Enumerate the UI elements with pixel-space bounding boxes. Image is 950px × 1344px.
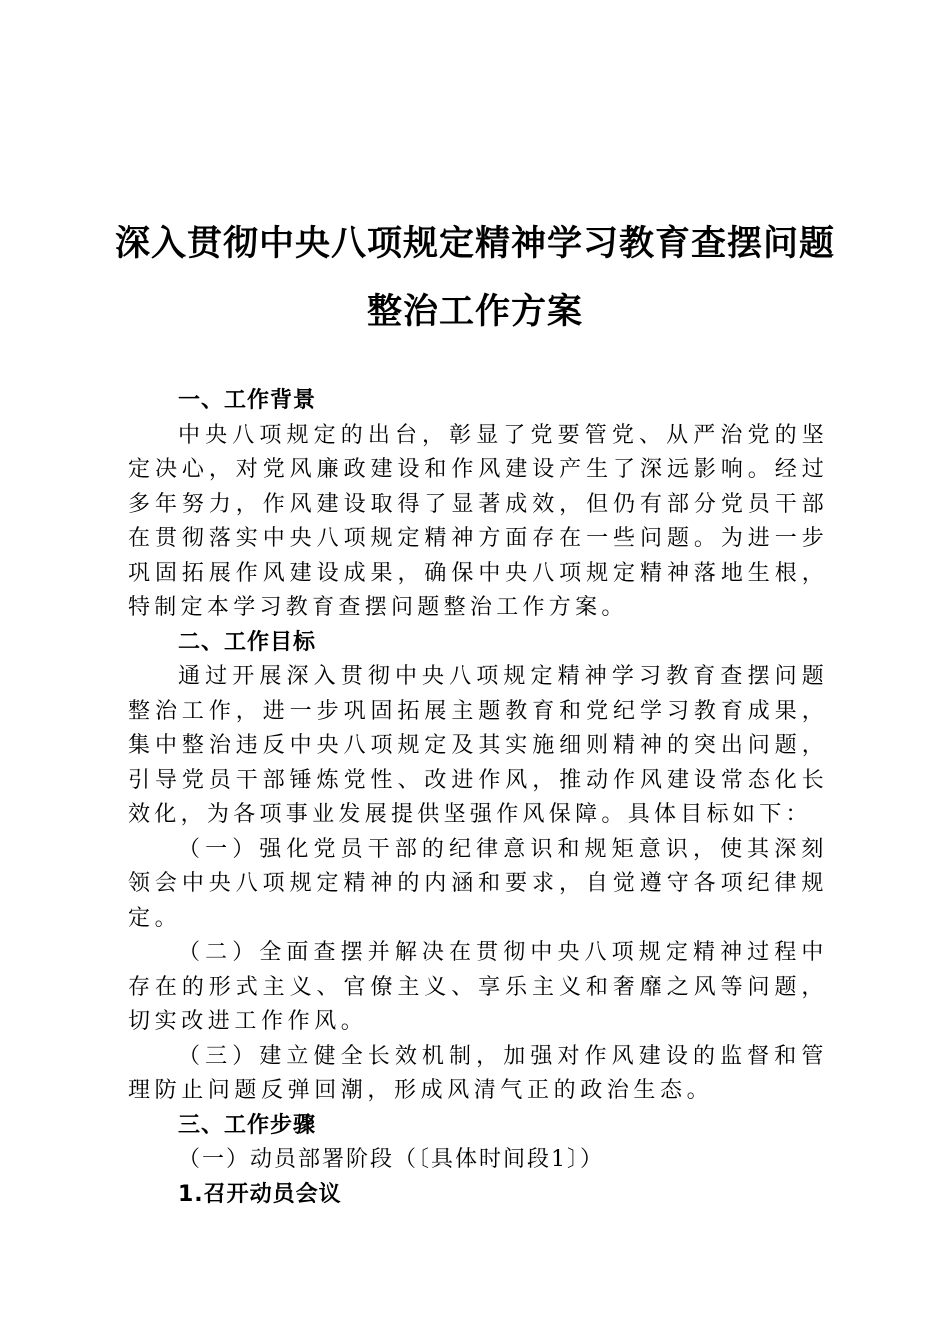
step-heading-kickoff-meeting: 1.召开动员会议	[178, 1181, 342, 1207]
goal-item-3: （三）建立健全长效机制，加强对作风建设的监督和管理防止问题反弹回潮，形成风清气正的政治生态。	[128, 1043, 828, 1103]
goal-item-1: （一）强化党员干部的纪律意识和规矩意识，使其深刻领会中央八项规定精神的内涵和要求，自觉遵守各项纪律规定。	[128, 836, 828, 931]
section-heading-background: 一、工作背景	[178, 388, 317, 413]
phase-heading-mobilization: （一）动员部署阶段（〔具体时间段1〕）	[178, 1147, 604, 1172]
document-body	[128, 384, 828, 1212]
section-paragraph-background: 中央八项规定的出台，彰显了党要管党、从严治党的坚定决心，对党风廉政建设和作风建设产生了深远影响。经过多年努力，作风建设取得了显著成效，但仍有部分党员干部在贯彻落实中央八项规定精神方面存在一些问题。为进一步巩固拓展作风建设成果，确保中央八项规定精神落地生根，特制定本学习教育查摆问题整治工作方案。	[128, 422, 828, 620]
section-paragraph-goals: 通过开展深入贯彻中央八项规定精神学习教育查摆问题整治工作，进一步巩固拓展主题教育和党纪学习教育成果，集中整治违反中央八项规定及其实施细则精神的突出问题，引导党员干部锤炼党性、改进作风，推动作风建设常态化长效化，为各项事业发展提供坚强作风保障。具体目标如下：	[128, 664, 828, 827]
document-title-line-1: 深入贯彻中央八项规定精神学习教育查摆问题	[114, 224, 835, 264]
goal-item-2: （二）全面查摆并解决在贯彻中央八项规定精神过程中存在的形式主义、官僚主义、享乐主义和奢靡之风等问题，切实改进工作作风。	[128, 940, 828, 1034]
section-heading-steps: 三、工作步骤	[178, 1112, 317, 1138]
section-heading-goals: 二、工作目标	[178, 629, 317, 655]
document-title-line-2: 整治工作方案	[366, 292, 583, 332]
